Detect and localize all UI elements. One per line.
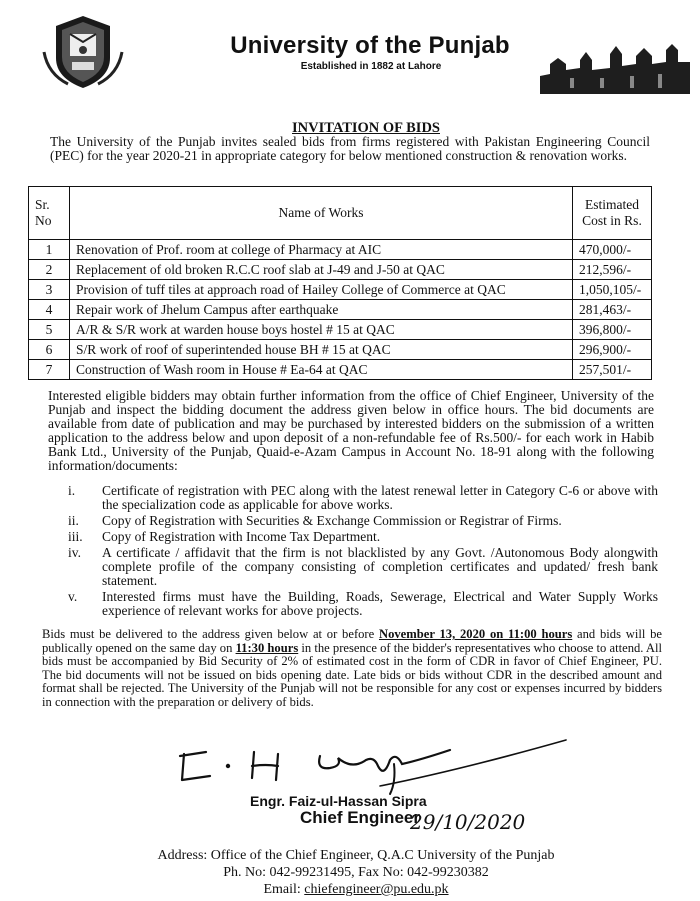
list-item-number: ii. bbox=[68, 513, 79, 528]
bid-delivery-terms bbox=[42, 628, 662, 710]
list-item-text: Copy of Registration with Securities & Exchange Commission or Registrar of Firms. bbox=[102, 513, 562, 528]
delivery-text-3: in the presence of the bidder's representatives who choose to attend. All bids must be accompanied by Bid Security of 2% of estimated cost in the form of CDR in favor of Chief Engineer, PU. The bid documents will not be issued on bids opening date. Late bids or bids without CDR in the described amount and format shall be rejected. The University of the Punjab will not be responsible for any cost or expenses incurred by bidders in connection with the preparation or delivery of bids. bbox=[42, 640, 662, 709]
list-item-text: Interested firms must have the Building, Roads, Sewerage, Electrical and Water Supply Works experience of relevant works for above projects. bbox=[102, 589, 658, 618]
row-work-name: Replacement of old broken R.C.C roof slab at J-49 and J-50 at QAC bbox=[70, 260, 573, 280]
row-sr: 1 bbox=[29, 240, 70, 260]
notice-title: INVITATION OF BIDS bbox=[292, 120, 440, 136]
list-item bbox=[68, 546, 658, 588]
header-sr-no: Sr. No bbox=[29, 187, 70, 240]
university-established: Established in 1882 at Lahore bbox=[300, 61, 442, 72]
list-item-number: iii. bbox=[68, 529, 83, 544]
row-sr: 5 bbox=[29, 320, 70, 340]
row-sr: 6 bbox=[29, 340, 70, 360]
row-cost: 296,900/- bbox=[573, 340, 652, 360]
delivery-text-2: and bids will be publically opened on the same day on bbox=[42, 627, 662, 655]
row-cost: 396,800/- bbox=[573, 320, 652, 340]
row-work-name: A/R & S/R work at warden house boys hostel # 15 at QAC bbox=[70, 320, 573, 340]
table-row bbox=[29, 340, 652, 360]
table-row bbox=[29, 260, 652, 280]
email-link[interactable]: chiefengineer@pu.edu.pk bbox=[304, 882, 449, 897]
table-row bbox=[29, 320, 652, 340]
email-line bbox=[12, 881, 700, 898]
signatory-name: Engr. Faiz-ul-Hassan Sipra bbox=[250, 793, 427, 809]
signature-date: 29/10/2020 bbox=[410, 810, 526, 834]
handwritten-signature bbox=[170, 730, 570, 800]
list-item-text: Certificate of registration with PEC along with the latest renewal letter in Category C-6 or above with the specialization code as applicable for above works. bbox=[102, 483, 658, 512]
contact-address bbox=[0, 847, 700, 898]
table-row bbox=[29, 280, 652, 300]
bid-deadline: November 13, 2020 on 11:00 hours bbox=[378, 627, 573, 641]
table-row bbox=[29, 360, 652, 380]
notice-intro: The University of the Punjab invites sealed bids from firms registered with Pakistan Engineering Council (PEC) for the year 2020-21 in appropriate category for below mentioned construction & renovation works. bbox=[50, 134, 650, 163]
table-header-row bbox=[29, 187, 652, 240]
table-row bbox=[29, 300, 652, 320]
row-cost: 257,501/- bbox=[573, 360, 652, 380]
list-item bbox=[68, 590, 658, 618]
delivery-text-1: Bids must be delivered to the address given below at or before bbox=[42, 627, 379, 641]
list-item-text: Copy of Registration with Income Tax Department. bbox=[102, 529, 381, 544]
list-item bbox=[68, 530, 658, 544]
list-item-number: i. bbox=[68, 483, 76, 498]
row-sr: 7 bbox=[29, 360, 70, 380]
address-line: Address: Office of the Chief Engineer, Q.A.C University of the Punjab bbox=[157, 848, 555, 863]
bidders-information: Interested eligible bidders may obtain further information from the office of Chief Engineer, University of the Punjab and inspect the bidding document the address given below in office hours. The bid documents are available from date of publication and may be purchased by interested bidders on the submission of a written application to the address below and upon deposit of a non-refundable fee of Rs.500/- for each work in Habib Bank Ltd., University of the Punjab, Quaid-e-Azam Campus in Account No. 18-91 along with the following information/documents: bbox=[48, 388, 654, 473]
required-documents-list bbox=[68, 484, 658, 620]
works-table bbox=[28, 186, 652, 380]
row-work-name: S/R work of roof of superintended house BH # 15 at QAC bbox=[70, 340, 573, 360]
list-item bbox=[68, 514, 658, 528]
row-sr: 2 bbox=[29, 260, 70, 280]
row-sr: 3 bbox=[29, 280, 70, 300]
header-estimated-cost: Estimated Cost in Rs. bbox=[573, 187, 652, 240]
row-cost: 212,596/- bbox=[573, 260, 652, 280]
list-item-number: v. bbox=[68, 589, 78, 604]
list-item-number: iv. bbox=[68, 545, 81, 560]
row-sr: 4 bbox=[29, 300, 70, 320]
row-work-name: Repair work of Jhelum Campus after earthquake bbox=[70, 300, 573, 320]
header-name-of-works: Name of Works bbox=[70, 187, 573, 240]
table-row bbox=[29, 240, 652, 260]
row-cost: 470,000/- bbox=[573, 240, 652, 260]
signatory-title: Chief Engineer bbox=[300, 808, 420, 827]
row-work-name: Renovation of Prof. room at college of Pharmacy at AIC bbox=[70, 240, 573, 260]
university-name: University of the Punjab bbox=[230, 32, 510, 59]
row-work-name: Construction of Wash room in House # Ea-64 at QAC bbox=[70, 360, 573, 380]
row-work-name: Provision of tuff tiles at approach road of Hailey College of Commerce at QAC bbox=[70, 280, 573, 300]
row-cost: 281,463/- bbox=[573, 300, 652, 320]
list-item bbox=[68, 484, 658, 512]
phone-fax-line: Ph. No: 042-99231495, Fax No: 042-99230382 bbox=[223, 865, 489, 880]
campus-building-image bbox=[540, 40, 690, 94]
list-item-text: A certificate / affidavit that the firm is not blacklisted by any Govt. /Autonomous Body alongwith complete profile of the company consisting of completion certificates and updated/ fresh bank statement. bbox=[102, 545, 658, 588]
email-label: Email: bbox=[263, 882, 305, 897]
bid-opening-time: 11:30 hours bbox=[235, 640, 299, 655]
row-cost: 1,050,105/- bbox=[573, 280, 652, 300]
